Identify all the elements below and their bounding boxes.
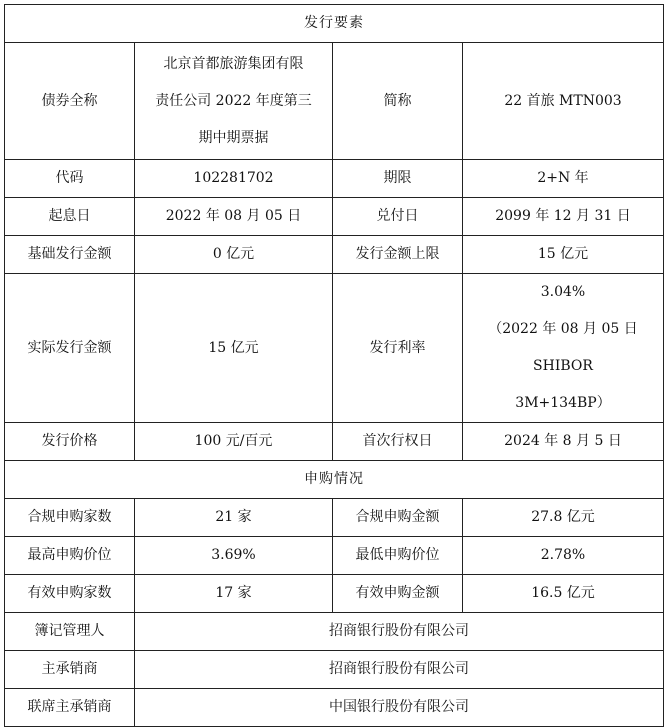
table-row bbox=[5, 274, 664, 423]
max-price-value: 3.69% bbox=[135, 537, 333, 575]
short-name-value: 22 首旅 MTN003 bbox=[463, 43, 664, 160]
table-row bbox=[5, 423, 664, 461]
compliant-count-label: 合规申购家数 bbox=[5, 499, 135, 537]
first-call-value: 2024 年 8 月 5 日 bbox=[463, 423, 664, 461]
full-name-value bbox=[135, 43, 333, 160]
table-row bbox=[5, 198, 664, 236]
lead-underwriter-label: 主承销商 bbox=[5, 651, 135, 689]
table-row bbox=[5, 651, 664, 689]
code-label: 代码 bbox=[5, 160, 135, 198]
lead-underwriter-value: 招商银行股份有限公司 bbox=[135, 651, 664, 689]
min-price-value: 2.78% bbox=[463, 537, 664, 575]
compliant-amount-label: 合规申购金额 bbox=[333, 499, 463, 537]
rate-line: （2022 年 08 月 05 日 SHIBOR bbox=[488, 321, 638, 374]
amount-cap-value: 15 亿元 bbox=[463, 236, 664, 274]
actual-amount-label: 实际发行金额 bbox=[5, 274, 135, 423]
rate-line: 3.04% bbox=[540, 284, 586, 300]
price-value: 100 元/百元 bbox=[135, 423, 333, 461]
value-date-label: 起息日 bbox=[5, 198, 135, 236]
rate-label: 发行利率 bbox=[333, 274, 463, 423]
bond-issuance-table bbox=[4, 4, 664, 727]
first-call-label: 首次行权日 bbox=[333, 423, 463, 461]
price-label: 发行价格 bbox=[5, 423, 135, 461]
valid-count-value: 17 家 bbox=[135, 575, 333, 613]
term-value: 2+N 年 bbox=[463, 160, 664, 198]
max-price-label: 最高申购价位 bbox=[5, 537, 135, 575]
bookrunner-value: 招商银行股份有限公司 bbox=[135, 613, 664, 651]
joint-lead-label: 联席主承销商 bbox=[5, 689, 135, 727]
payment-date-label: 兑付日 bbox=[333, 198, 463, 236]
rate-value bbox=[463, 274, 664, 423]
valid-amount-value: 16.5 亿元 bbox=[463, 575, 664, 613]
compliant-amount-value: 27.8 亿元 bbox=[463, 499, 664, 537]
table-row bbox=[5, 537, 664, 575]
table-row bbox=[5, 236, 664, 274]
payment-date-value: 2099 年 12 月 31 日 bbox=[463, 198, 664, 236]
full-name-line: 期中期票据 bbox=[198, 129, 269, 146]
min-price-label: 最低申购价位 bbox=[333, 537, 463, 575]
section-title-subscription: 申购情况 bbox=[5, 461, 664, 499]
bookrunner-label: 簿记管理人 bbox=[5, 613, 135, 651]
value-date-value: 2022 年 08 月 05 日 bbox=[135, 198, 333, 236]
amount-cap-label: 发行金额上限 bbox=[333, 236, 463, 274]
short-name-label: 简称 bbox=[333, 43, 463, 160]
section-header-row bbox=[5, 461, 664, 499]
base-amount-label: 基础发行金额 bbox=[5, 236, 135, 274]
term-label: 期限 bbox=[333, 160, 463, 198]
joint-lead-value: 中国银行股份有限公司 bbox=[135, 689, 664, 727]
table-row bbox=[5, 575, 664, 613]
full-name-line: 责任公司 2022 年度第三 bbox=[155, 92, 312, 109]
compliant-count-value: 21 家 bbox=[135, 499, 333, 537]
section-title-issuance: 发行要素 bbox=[5, 5, 664, 43]
table-row bbox=[5, 43, 664, 160]
base-amount-value: 0 亿元 bbox=[135, 236, 333, 274]
code-value: 102281702 bbox=[135, 160, 333, 198]
full-name-line: 北京首都旅游集团有限 bbox=[163, 55, 304, 72]
full-name-label: 债券全称 bbox=[5, 43, 135, 160]
table-row bbox=[5, 499, 664, 537]
table-row bbox=[5, 160, 664, 198]
valid-count-label: 有效申购家数 bbox=[5, 575, 135, 613]
section-header-row bbox=[5, 5, 664, 43]
table-row bbox=[5, 689, 664, 727]
table-row bbox=[5, 613, 664, 651]
valid-amount-label: 有效申购金额 bbox=[333, 575, 463, 613]
actual-amount-value: 15 亿元 bbox=[135, 274, 333, 423]
rate-line: 3M+134BP） bbox=[515, 395, 611, 411]
